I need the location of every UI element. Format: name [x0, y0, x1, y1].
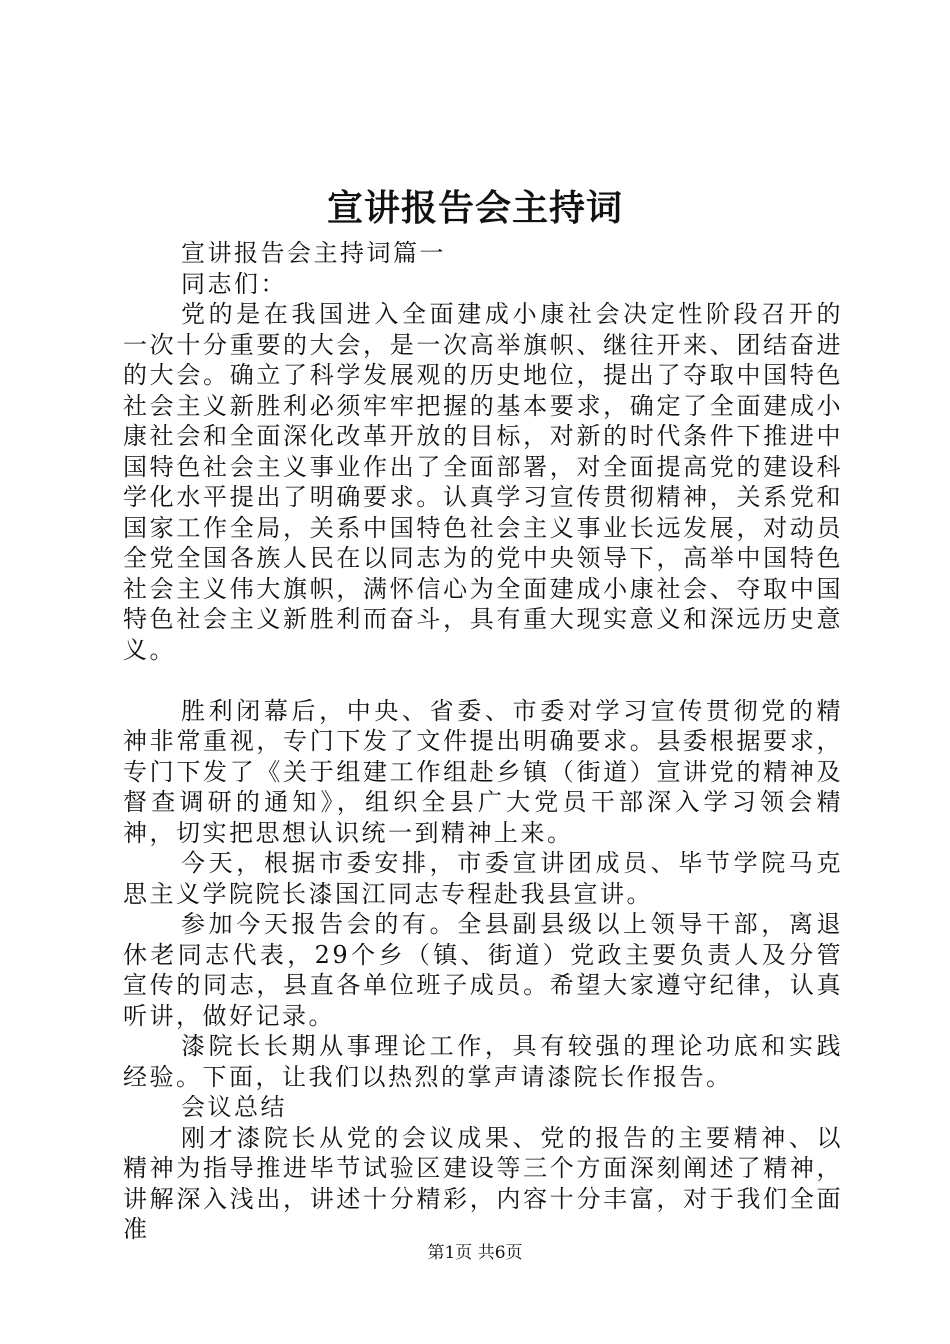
document-body [123, 238, 843, 1245]
paragraph: 党的是在我国进入全面建成小康社会决定性阶段召开的一次十分重要的大会，是一次高举旗帜、继往开来、团结奋进的大会。确立了科学发展观的历史地位，提出了夺取中国特色社会主义新胜利必须牢牢把握的基本要求，确定了全面建成小康社会和全面深化改革开放的目标，对新的时代条件下推进中国特色社会主义事业作出了全面部署，对全面提高党的建设科学化水平提出了明确要求。认真学习宣传贯彻精神，关系党和国家工作全局，关系中国特色社会主义事业长远发展，对动员全党全国各族人民在以同志为的党中央领导下，高举中国特色社会主义伟大旗帜，满怀信心为全面建成小康社会、夺取中国特色社会主义新胜利而奋斗，具有重大现实意义和深远历史意义。 [123, 300, 843, 664]
paragraph: 漆院长长期从事理论工作，具有较强的理论功底和实践经验。下面，让我们以热烈的掌声请漆院长作报告。 [123, 1032, 843, 1091]
document-title: 宣讲报告会主持词 [326, 187, 623, 229]
paragraph: 今天，根据市委安排，市委宣讲团成员、毕节学院马克思主义学院院长漆国江同志专程赴我县宣讲。 [123, 849, 843, 908]
paragraph-spacer [123, 665, 843, 696]
page-number-footer: 第1页 共6页 [427, 1243, 523, 1263]
paragraph: 宣讲报告会主持词篇一 [181, 239, 446, 267]
section-heading: 会议总结 [181, 1093, 287, 1121]
paragraph: 同志们： [181, 269, 287, 298]
paragraph: 参加今天报告会的有。全县副县级以上领导干部，离退休老同志代表，29个乡（镇、街道）党政主要负责人及分管宣传的同志，县直各单位班子成员。希望大家遵守纪律，认真听讲，做好记录。 [123, 910, 843, 1030]
paragraph: 胜利闭幕后，中央、省委、市委对学习宣传贯彻党的精神非常重视，专门下发了文件提出明确要求。县委根据要求，专门下发了《关于组建工作组赴乡镇（街道）宣讲党的精神及督查调研的通知》，组织全县广大党员干部深入学习领会精神，切实把思想认识统一到精神上来。 [123, 696, 843, 847]
paragraph: 刚才漆院长从党的会议成果、党的报告的主要精神、以精神为指导推进毕节试验区建设等三个方面深刻阐述了精神，讲解深入浅出，讲述十分精彩，内容十分丰富，对于我们全面准 [123, 1123, 843, 1243]
